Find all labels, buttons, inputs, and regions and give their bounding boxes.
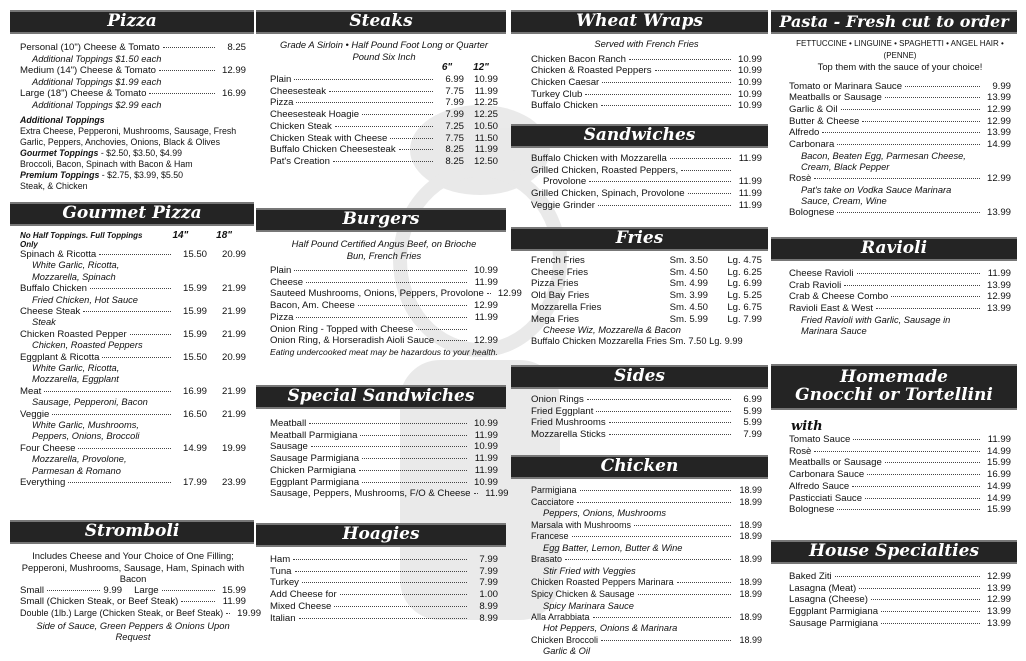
pasta-section: FETTUCCINE • LINGUINE • SPAGHETTI • ANGEL HAIR • (PENNE) Top them with the sauce of your choice! Tomato or Marinara Sauce 9.99 Meatballs or Sausage 13.99 Garlic & Oil 12.99 Butter & Cheese 12.99 Alfredo 13.99 Carbonara 14.99 Bacon, Beaten Egg, Parmesan Cheese, Cream, Black Pepper Rosè 12.99 Pat's take on Vodka Sauce Marinara Sauce, Cream, Wine Bolognese 13.99: [789, 39, 1011, 219]
pasta-header: Pasta - Fresh cut to order: [771, 10, 1017, 34]
menu-item: Turkey Club 10.99: [531, 88, 762, 100]
menu-item: Marsala with Mushrooms 18.99: [531, 519, 762, 530]
menu-item: Lasagna (Cheese) 12.99: [789, 594, 1011, 606]
menu-item: Mozzarella Fries Sm. 4.50 Lg. 6.75: [531, 301, 762, 313]
menu-item: Grilled Chicken, Roasted Peppers,: [531, 165, 762, 177]
column-4: [771, 0, 1017, 629]
menu-item: Tomato or Marinara Sauce 9.99: [789, 80, 1011, 92]
wraps-section: Served with French Fries Chicken Bacon Ranch 10.99 Chicken & Roasted Peppers 10.99 Chicken Caesar 10.99 Turkey Club 10.99 Buffalo Chicken 10.99: [531, 38, 762, 112]
chicken-header: Chicken: [511, 455, 768, 479]
pizza-section: Personal (10") Cheese & Tomato 8.25 Additional Toppings $1.50 each Medium (14") Cheese & Tomato 12.99 Additional Toppings $1.99 each Large (18") Cheese & Tomato 16.99 Additional Toppings $2.99 each Additional Toppings Extra Cheese, Pepperoni, Mushrooms, Sausage, Fresh Garlic, Peppers, Anchovies, Onions, Black & Olives Gourmet Toppings - $2.50, $3.50, $4.99 Broccoli, Bacon, Spinach with Bacon & Ham Premium Toppings - $2.75, $3.99, $5.50 Steak, & Chicken: [20, 42, 246, 191]
menu-item: Chicken Caesar 10.99: [531, 76, 762, 88]
menu-item: Chicken Broccoli 18.99: [531, 634, 762, 645]
menu-item: Alfredo 13.99: [789, 127, 1011, 139]
menu-item: Pizza 7.99 12.25: [270, 97, 498, 109]
menu-item: Ravioli East & West 13.99: [789, 303, 1011, 315]
menu-item: Cheese Steak 15.99 21.99: [20, 305, 246, 317]
ravioli-section: Cheese Ravioli 11.99 Crab Ravioli 13.99 Crab & Cheese Combo 12.99 Ravioli East & West 13.99 Fried Ravioli with Garlic, Sausage in Marinara Sauce: [789, 268, 1011, 337]
menu-item: Chicken Steak with Cheese 7.75 11.50: [270, 132, 498, 144]
menu-item: Garlic & Oil 12.99: [789, 103, 1011, 115]
special-sandwiches-header: Special Sandwiches: [256, 385, 506, 409]
menu-item: Bolognese 13.99: [789, 207, 1011, 219]
menu-item: Everything 17.99 23.99: [20, 476, 246, 488]
menu-item: Baked Ziti 12.99: [789, 571, 1011, 582]
menu-item: Sausage, Peppers, Mushrooms, F/O & Cheese 11.99: [270, 488, 509, 500]
menu-item: Lasagna (Meat) 13.99: [789, 582, 1011, 594]
menu-item: Mixed Cheese 8.99: [270, 600, 498, 612]
menu-item: Cheese 11.99: [270, 276, 498, 288]
burgers-header: Burgers: [256, 208, 506, 232]
menu-item: Mega Fries Sm. 5.99 Lg. 7.99: [531, 313, 762, 325]
menu-item: Cheesesteak Hoagie 7.99 12.25: [270, 109, 498, 121]
menu-item: Chicken Bacon Ranch 10.99: [531, 53, 762, 65]
menu-item: Francese 18.99: [531, 531, 762, 542]
menu-item: Sauteed Mushrooms, Onions, Peppers, Provolone 12.99: [270, 288, 522, 300]
menu-item: Meatball 10.99: [270, 418, 498, 429]
fries-header: Fries: [511, 227, 768, 251]
menu-item: Provolone 11.99: [543, 176, 762, 188]
menu-item: Add Cheese for 1.00: [270, 589, 498, 601]
sandwiches-header: Sandwiches: [511, 124, 768, 148]
menu-item: Buffalo Chicken Cheesesteak 8.25 11.99: [270, 144, 498, 156]
hoagies-header: Hoagies: [256, 523, 506, 547]
menu-item: Plain 10.99: [270, 265, 498, 276]
menu-item: Carbonara 14.99: [789, 139, 1011, 151]
menu-item: Chicken Roasted Peppers Marinara 18.99: [531, 577, 762, 588]
menu-item: Onion Ring, & Horseradish Aioli Sauce 12.99: [270, 335, 498, 347]
menu-item: Buffalo Chicken 15.99 21.99: [20, 282, 246, 294]
menu-item: Italian 8.99: [270, 612, 498, 624]
menu-item: Bacon, Am. Cheese 12.99: [270, 300, 498, 312]
steaks-header: Steaks: [256, 10, 506, 34]
menu-item: Eggplant & Ricotta 15.50 20.99: [20, 351, 246, 363]
menu-item: Pat's Creation 8.25 12.50: [270, 155, 498, 167]
column-3: [511, 0, 768, 657]
column-2: [256, 0, 522, 624]
menu-item: Carbonara Sauce 16.99: [789, 469, 1011, 481]
menu-item: Cheesesteak 7.75 11.99: [270, 85, 498, 97]
house-specialties-section: [771, 571, 1017, 630]
menu-item: Onion Ring - Topped with Cheese: [270, 324, 498, 336]
menu-item: Brasato 18.99: [531, 554, 762, 565]
menu-item: Spicy Chicken & Sausage 18.99: [531, 588, 762, 599]
menu-item: Large (18") Cheese & Tomato 16.99: [20, 87, 246, 99]
hoagies-section: [256, 554, 506, 624]
menu-item: Chicken Steak 7.25 10.50: [270, 120, 498, 132]
menu-item: Rosè 12.99: [789, 173, 1011, 185]
menu-item: Butter & Cheese 12.99: [789, 115, 1011, 127]
menu-item: Meat 16.99 21.99: [20, 385, 246, 397]
menu-item: Veggie Grinder 11.99: [531, 199, 762, 211]
menu-item: Medium (14") Cheese & Tomato 12.99: [20, 64, 246, 76]
menu-item: Bolognese 15.99: [789, 504, 1011, 516]
menu-item: Spinach & Ricotta 15.50 20.99: [20, 248, 246, 260]
menu-item: Pasticciati Sauce 14.99: [789, 492, 1011, 504]
fries-section: French Fries Sm. 3.50 Lg. 4.75 Cheese Fries Sm. 4.50 Lg. 6.25 Pizza Fries Sm. 4.99 Lg. 6.99 Old Bay Fries Sm. 3.99 Lg. 5.25 Mozzarella Fries Sm. 4.50 Lg. 6.75 Mega Fries Sm. 5.99 Lg. 7.99 Cheese Wiz, Mozzarella & Bacon Buffalo Chicken Mozzarella Fries Sm. 7.50 Lg. 9.99: [531, 255, 762, 347]
menu-item: Cheese Ravioli 11.99: [789, 268, 1011, 279]
menu-item: Mozzarella Sticks 7.99: [531, 429, 762, 441]
menu-item: Alfredo Sauce 14.99: [789, 480, 1011, 492]
menu-item: Ham 7.99: [270, 554, 498, 565]
menu-item: Sausage 10.99: [270, 441, 498, 453]
sandwiches-section: [511, 153, 768, 212]
menu-item: Pizza Fries Sm. 4.99 Lg. 6.99: [531, 278, 762, 290]
menu-item: Meatball Parmigiana 11.99: [270, 429, 498, 441]
stromboli-section: Includes Cheese and Your Choice of One Filling; Pepperoni, Mushrooms, Sausage, Ham, Spinach with Bacon Small 9.99 Large 15.99 Small (Chicken Steak, or Beef Steak) 11.99 Double (1lb.) Large (Chicken Steak, or Beef Steak) 19.99 Side of Sauce, Green Peppers & Onions Upon Request: [20, 550, 262, 643]
menu-item: Onion Rings 6.99: [531, 394, 762, 405]
gourmet-pizza-section: No Half Toppings. Full Toppings Only 14" 18" Spinach & Ricotta 15.50 20.99 White Garlic, Ricotta, Mozzarella, Spinach Buffalo Chicken 15.99 21.99 Fried Chicken, Hot Sauce Cheese Steak 15.99 21.99 Steak Chicken Roasted Pepper 15.99 21.99 Chicken, Roasted Peppers Eggplant & Ricotta 15.50 20.99 White Garlic, Ricotta, Mozzarella, Eggplant Meat 16.99 21.99 Sausage, Pepperoni, Bacon Veggie 16.50 21.99 White Garlic, Mushrooms, Peppers, Onions, Broccoli Four Cheese 14.99 19.99 Mozzarella, Provolone, Parmesan & Romano Everything 17.99 23.99: [20, 229, 246, 488]
menu-item: Buffalo Chicken with Mozzarella 11.99: [531, 153, 762, 164]
menu-item: Plain 6.99 10.99: [270, 74, 498, 85]
menu-item: Parmigiana 18.99: [531, 485, 762, 495]
menu-item: Pizza 11.99: [270, 311, 498, 323]
menu-item: Turkey 7.99: [270, 577, 498, 589]
menu-item: Eggplant Parmigiana 10.99: [270, 476, 498, 488]
gnocchi-section: with Tomato Sauce 11.99 Rosè 14.99 Meatballs or Sausage 15.99 Carbonara Sauce 16.99 Alfredo Sauce 14.99 Pasticciati Sauce 14.99 Bolognese 15.99: [789, 419, 1011, 516]
menu-item: Crab Ravioli 13.99: [789, 279, 1011, 291]
menu-item: Cacciatore 18.99: [531, 496, 762, 507]
menu-item: Fried Eggplant 5.99: [531, 405, 762, 417]
house-specialties-header: House Specialties: [771, 540, 1017, 564]
menu-item: Veggie 16.50 21.99: [20, 408, 246, 420]
menu-item: Meatballs or Sausage 13.99: [789, 92, 1011, 104]
menu-item: Chicken Parmigiana 11.99: [270, 464, 498, 476]
menu-item: Tomato Sauce 11.99: [789, 434, 1011, 445]
wraps-header: Wheat Wraps: [511, 10, 768, 34]
menu-item: Buffalo Chicken 10.99: [531, 100, 762, 112]
menu-item: Personal (10") Cheese & Tomato 8.25: [20, 42, 246, 53]
menu-item: French Fries Sm. 3.50 Lg. 4.75: [531, 255, 762, 266]
menu-item: Crab & Cheese Combo 12.99: [789, 291, 1011, 303]
sides-header: Sides: [511, 365, 768, 389]
menu-item: Fried Mushrooms 5.99: [531, 417, 762, 429]
menu-item: Chicken & Roasted Peppers 10.99: [531, 65, 762, 77]
gourmet-pizza-header: Gourmet Pizza: [10, 202, 254, 226]
menu-item: Old Bay Fries Sm. 3.99 Lg. 5.25: [531, 290, 762, 302]
special-sandwiches-section: [256, 418, 509, 500]
steaks-section: Grade A Sirloin • Half Pound Foot Long or Quarter Pound Six Inch 6" 12" Plain 6.99 10.99 Cheesesteak 7.75 11.99 Pizza 7.99 12.25 Cheesesteak Hoagie 7.99 12.25 Chicken Steak 7.25 10.50 Chicken Steak with Cheese 7.75 11.50 Buffalo Chicken Cheesesteak 8.25 11.99 Pat's Creation 8.25 12.50: [270, 39, 498, 167]
menu-item: Sausage Parmigiana 11.99: [270, 453, 498, 465]
menu-item: Cheese Fries Sm. 4.50 Lg. 6.25: [531, 266, 762, 278]
sides-section: [511, 394, 768, 441]
stromboli-header: Stromboli: [10, 520, 254, 544]
menu-item: Four Cheese 14.99 19.99: [20, 442, 246, 454]
column-1: [10, 0, 262, 643]
menu-item: Meatballs or Sausage 15.99: [789, 457, 1011, 469]
menu-item: Alla Arrabbiata 18.99: [531, 611, 762, 622]
menu-item: Eggplant Parmigiana 13.99: [789, 606, 1011, 618]
menu-item: Rosè 14.99: [789, 445, 1011, 457]
pizza-header: Pizza: [10, 10, 254, 34]
gnocchi-header: Homemade Gnocchi or Tortellini: [771, 364, 1017, 410]
menu-item: Grilled Chicken, Spinach, Provolone 11.99: [531, 188, 762, 200]
burgers-section: Half Pound Certified Angus Beef, on Brioche Bun, French Fries Plain 10.99 Cheese 11.99 Sauteed Mushrooms, Onions, Peppers, Provolone 12.99 Bacon, Am. Cheese 12.99 Pizza 11.99 Onion Ring - Topped with Cheese Onion Ring, & Horseradish Aioli Sauce 12.99 Eating undercooked meat may be hazardous to your health.: [270, 238, 522, 357]
menu-item: Tuna 7.99: [270, 565, 498, 577]
ravioli-header: Ravioli: [771, 237, 1017, 261]
menu-item: Sausage Parmigiana 13.99: [789, 617, 1011, 629]
menu-item: Chicken Roasted Pepper 15.99 21.99: [20, 328, 246, 340]
chicken-section: Parmigiana 18.99 Cacciatore 18.99 Peppers, Onions, Mushrooms Marsala with Mushrooms 18.99 Francese 18.99 Egg Batter, Lemon, Butter & Wine Brasato 18.99 Stir Fried with Veggies Chicken Roasted Peppers Marinara 18.99 Spicy Chicken & Sausage 18.99 Spicy Marinara Sauce Alla Arrabbiata 18.99 Hot Peppers, Onions & Marinara Chicken Broccoli 18.99 Garlic & Oil: [531, 485, 762, 657]
